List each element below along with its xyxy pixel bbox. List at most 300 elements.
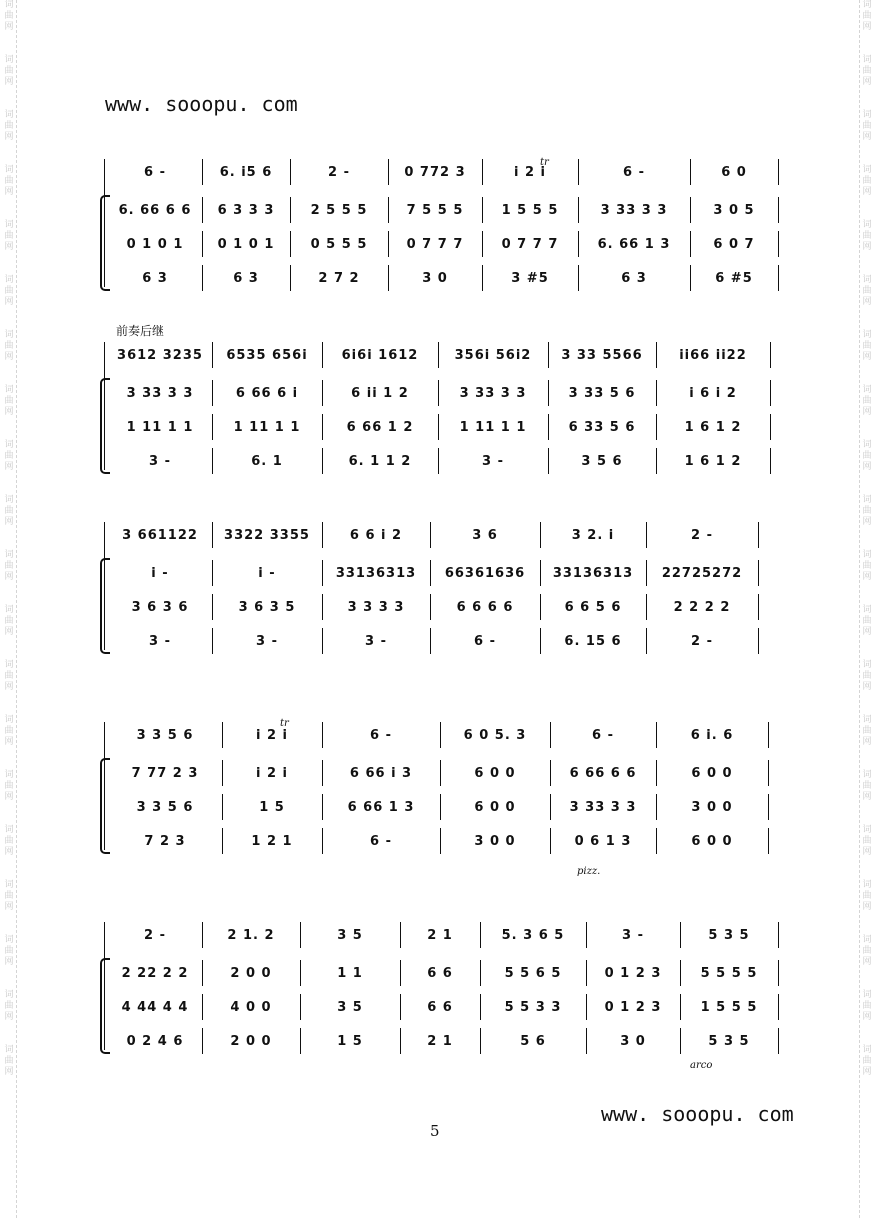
staff-line-3 <box>100 797 778 817</box>
trill-mark: tr <box>280 718 289 729</box>
measure: 2 1. 2 <box>227 927 275 943</box>
measure: 3 0 <box>620 1033 646 1049</box>
watermark-char: 词 <box>862 0 872 10</box>
watermark-group <box>2 880 16 913</box>
measure: 3 5 <box>337 927 363 943</box>
score-system <box>100 925 778 1055</box>
measure: i 2 i <box>255 765 288 781</box>
watermark-group <box>860 935 874 968</box>
watermark-char: 网 <box>4 517 14 527</box>
measure: 3 - <box>482 453 504 469</box>
measure: 3 33 5 6 <box>568 385 636 401</box>
barline <box>656 342 657 368</box>
barline <box>770 448 771 474</box>
barline <box>388 197 389 223</box>
watermark-char: 网 <box>862 462 872 472</box>
staff-line-3 <box>100 234 778 254</box>
measure: 66361636 <box>444 565 526 581</box>
watermark-char: 曲 <box>862 946 872 956</box>
watermark-char: 网 <box>862 132 872 142</box>
watermark-char: 词 <box>862 935 872 945</box>
score-system <box>100 162 778 292</box>
watermark-char: 词 <box>862 1045 872 1055</box>
barline <box>656 828 657 854</box>
site-url-top: www. sooopu. com <box>105 92 298 116</box>
measure: 5 5 5 5 <box>700 965 758 981</box>
measure: 6 - <box>144 164 166 180</box>
barline <box>540 522 541 548</box>
watermark-char: 网 <box>4 572 14 582</box>
watermark-group <box>2 550 16 583</box>
measure: 6. 66 6 6 <box>118 202 192 218</box>
watermark-char: 网 <box>862 352 872 362</box>
barline <box>646 560 647 586</box>
barline <box>212 594 213 620</box>
watermark-group <box>2 1045 16 1078</box>
measure: 3 33 3 3 <box>126 385 194 401</box>
watermark-group <box>2 220 16 253</box>
barline <box>646 594 647 620</box>
watermark-char: 网 <box>862 792 872 802</box>
barline <box>322 628 323 654</box>
watermark-char: 网 <box>862 847 872 857</box>
watermark-group <box>860 110 874 143</box>
barline <box>656 760 657 786</box>
watermark-char: 词 <box>862 770 872 780</box>
barline <box>770 414 771 440</box>
barline <box>202 265 203 291</box>
staff-line-1 <box>100 525 778 545</box>
barline <box>212 414 213 440</box>
measure: 3 - <box>149 633 171 649</box>
measure: 5 3 5 <box>708 1033 750 1049</box>
staff-line-4 <box>100 451 778 471</box>
barline <box>540 628 541 654</box>
watermark-char: 词 <box>4 770 14 780</box>
barline <box>548 414 549 440</box>
watermark-char: 词 <box>4 55 14 65</box>
watermark-char: 词 <box>4 495 14 505</box>
barline <box>322 380 323 406</box>
measure: 6. 1 1 2 <box>348 453 412 469</box>
barline <box>400 960 401 986</box>
measure: 5 5 6 5 <box>504 965 562 981</box>
barline <box>768 722 769 748</box>
watermark-group <box>2 660 16 693</box>
barline <box>770 380 771 406</box>
measure: 6 - <box>370 833 392 849</box>
measure: 356i 56i2 <box>454 347 532 363</box>
watermark-group <box>860 825 874 858</box>
barline <box>300 994 301 1020</box>
barline <box>578 159 579 185</box>
measure: 0 1 0 1 <box>217 236 275 252</box>
watermark-char: 网 <box>862 1012 872 1022</box>
measure: 6 0 <box>721 164 747 180</box>
barline <box>778 960 779 986</box>
watermark-char: 曲 <box>862 66 872 76</box>
measure: 1 5 <box>259 799 285 815</box>
measure: 3 - <box>256 633 278 649</box>
measure: 22725272 <box>661 565 743 581</box>
barline <box>656 722 657 748</box>
measure: 3 33 3 3 <box>600 202 668 218</box>
watermark-char: 网 <box>4 682 14 692</box>
measure: 6 3 <box>233 270 259 286</box>
watermark-char: 词 <box>862 165 872 175</box>
measure: i - <box>258 565 276 581</box>
barline <box>586 994 587 1020</box>
watermark-group <box>2 715 16 748</box>
measure: 3 0 <box>422 270 448 286</box>
watermark-group <box>860 605 874 638</box>
measure: 0 1 2 3 <box>604 965 662 981</box>
measure: 2 22 2 2 <box>121 965 189 981</box>
staff-line-1 <box>100 162 778 182</box>
watermark-group <box>860 0 874 33</box>
measure: 6 0 7 <box>713 236 755 252</box>
watermark-group <box>860 385 874 418</box>
barline <box>222 828 223 854</box>
measure: 5. 3 6 5 <box>501 927 565 943</box>
barline <box>646 522 647 548</box>
measure: 6 - <box>592 727 614 743</box>
measure: 3 0 0 <box>474 833 516 849</box>
barline <box>758 522 759 548</box>
barline <box>222 794 223 820</box>
watermark-char: 网 <box>862 957 872 967</box>
barline <box>540 594 541 620</box>
watermark-char: 词 <box>862 55 872 65</box>
measure: 3322 3355 <box>224 527 310 543</box>
watermark-char: 网 <box>4 462 14 472</box>
measure: 6i6i 1612 <box>341 347 419 363</box>
watermark-char: 网 <box>4 627 14 637</box>
staff-line-2 <box>100 563 778 583</box>
barline <box>440 794 441 820</box>
page-number: 5 <box>430 1122 440 1140</box>
watermark-char: 词 <box>4 330 14 340</box>
watermark-char: 词 <box>862 660 872 670</box>
measure: 0 2 4 6 <box>126 1033 184 1049</box>
watermark-char: 曲 <box>862 1056 872 1066</box>
watermark-group <box>2 0 16 33</box>
barline <box>300 922 301 948</box>
watermark-group <box>2 495 16 528</box>
measure: 3 6 <box>472 527 498 543</box>
watermark-char: 词 <box>4 385 14 395</box>
watermark-char: 词 <box>862 330 872 340</box>
watermark-char: 词 <box>4 275 14 285</box>
measure: 1 1 <box>337 965 363 981</box>
barline <box>440 760 441 786</box>
watermark-char: 网 <box>4 407 14 417</box>
watermark-char: 网 <box>862 517 872 527</box>
staff-line-3 <box>100 417 778 437</box>
watermark-char: 网 <box>862 407 872 417</box>
barline <box>322 594 323 620</box>
measure: 33136313 <box>335 565 417 581</box>
watermark-group <box>860 660 874 693</box>
watermark-char: 网 <box>4 1067 14 1077</box>
watermark-char: 网 <box>4 902 14 912</box>
watermark-group <box>860 330 874 363</box>
barline <box>778 159 779 185</box>
barline <box>482 265 483 291</box>
watermark-group <box>2 385 16 418</box>
measure: 2 1 <box>427 927 453 943</box>
barline <box>548 448 549 474</box>
watermark-char: 网 <box>862 902 872 912</box>
measure: 6 #5 <box>715 270 753 286</box>
watermark-char: 曲 <box>862 1001 872 1011</box>
watermark-char: 曲 <box>4 396 14 406</box>
barline <box>578 265 579 291</box>
watermark-char: 网 <box>4 792 14 802</box>
staff-line-2 <box>100 763 778 783</box>
watermark-char: 网 <box>4 847 14 857</box>
barline <box>482 231 483 257</box>
staff-line-4 <box>100 831 778 851</box>
barline <box>690 159 691 185</box>
measure: 6 66 6 i <box>235 385 299 401</box>
watermark-char: 网 <box>862 77 872 87</box>
barline <box>778 922 779 948</box>
measure: 6 33 5 6 <box>568 419 636 435</box>
watermark-char: 网 <box>862 187 872 197</box>
barline <box>680 960 681 986</box>
watermark-group <box>860 550 874 583</box>
staff-line-2 <box>100 383 778 403</box>
watermark-group <box>2 770 16 803</box>
watermark-char: 网 <box>4 187 14 197</box>
barline <box>768 794 769 820</box>
watermark-char: 曲 <box>4 451 14 461</box>
barline <box>212 342 213 368</box>
measure: 3612 3235 <box>117 347 203 363</box>
measure: 5 6 <box>520 1033 546 1049</box>
measure: 6 6 6 6 <box>456 599 514 615</box>
watermark-char: 曲 <box>4 286 14 296</box>
barline <box>440 828 441 854</box>
barline <box>222 760 223 786</box>
barline <box>430 594 431 620</box>
barline <box>758 628 759 654</box>
watermark-char: 曲 <box>4 341 14 351</box>
watermark-char: 词 <box>862 275 872 285</box>
barline <box>300 960 301 986</box>
watermark-char: 曲 <box>4 891 14 901</box>
staff-line-1 <box>100 725 778 745</box>
section-note: 前奏后继 <box>116 324 165 338</box>
watermark-char: 曲 <box>4 121 14 131</box>
barline <box>322 522 323 548</box>
site-url-bottom: www. sooopu. com <box>601 1102 794 1126</box>
barline <box>212 522 213 548</box>
watermark-char: 网 <box>4 77 14 87</box>
watermark-char: 网 <box>862 682 872 692</box>
barline <box>438 414 439 440</box>
watermark-group <box>2 440 16 473</box>
measure: 5 3 5 <box>708 927 750 943</box>
barline <box>290 197 291 223</box>
score-system <box>100 345 778 475</box>
barline <box>400 1028 401 1054</box>
watermark-char: 词 <box>4 0 14 10</box>
measure: 2 7 2 <box>318 270 360 286</box>
watermark-char: 词 <box>862 385 872 395</box>
measure: 1 6 1 2 <box>684 453 742 469</box>
watermark-char: 曲 <box>862 781 872 791</box>
watermark-char: 曲 <box>4 11 14 21</box>
measure: 7 77 2 3 <box>131 765 199 781</box>
barline <box>430 560 431 586</box>
measure: 6. i5 6 <box>219 164 273 180</box>
measure: 3 33 3 3 <box>569 799 637 815</box>
watermark-char: 网 <box>4 737 14 747</box>
watermark-char: 词 <box>4 880 14 890</box>
staff-line-3 <box>100 997 778 1017</box>
watermark-char: 词 <box>862 825 872 835</box>
measure: 6 - <box>370 727 392 743</box>
watermark-group <box>860 880 874 913</box>
watermark-char: 曲 <box>862 671 872 681</box>
barline <box>768 828 769 854</box>
watermark-group <box>860 165 874 198</box>
watermark-group <box>2 110 16 143</box>
measure: 2 0 0 <box>230 965 272 981</box>
watermark-group <box>860 440 874 473</box>
watermark-char: 词 <box>4 935 14 945</box>
barline <box>656 414 657 440</box>
measure: 6 66 6 6 <box>569 765 637 781</box>
staff-line-3 <box>100 597 778 617</box>
watermark-char: 曲 <box>862 11 872 21</box>
barline <box>690 265 691 291</box>
barline <box>656 448 657 474</box>
measure: 6 3 3 3 <box>217 202 275 218</box>
measure: 0 772 3 <box>404 164 466 180</box>
barline <box>400 994 401 1020</box>
watermark-char: 网 <box>4 1012 14 1022</box>
measure: 0 7 7 7 <box>406 236 464 252</box>
watermark-char: 曲 <box>4 671 14 681</box>
watermark-char: 词 <box>4 715 14 725</box>
barline <box>778 1028 779 1054</box>
barline <box>322 560 323 586</box>
measure: 3 3 5 6 <box>136 727 194 743</box>
watermark-char: 曲 <box>4 231 14 241</box>
measure: 6 3 <box>621 270 647 286</box>
watermark-group <box>2 935 16 968</box>
barline <box>202 994 203 1020</box>
measure: 3 3 3 3 <box>347 599 405 615</box>
watermark-char: 词 <box>4 550 14 560</box>
barline <box>480 1028 481 1054</box>
staff-line-4 <box>100 631 778 651</box>
measure: 6 6 5 6 <box>564 599 622 615</box>
measure: 6 6 <box>427 999 453 1015</box>
measure: 3 0 5 <box>713 202 755 218</box>
barline <box>322 414 323 440</box>
barline <box>438 448 439 474</box>
watermark-char: 曲 <box>4 66 14 76</box>
staff-line-2 <box>100 200 778 220</box>
measure: 6 0 0 <box>691 833 733 849</box>
watermark-char: 曲 <box>862 836 872 846</box>
measure: 6 6 i 2 <box>349 527 403 543</box>
watermark-char: 网 <box>4 242 14 252</box>
measure: 2 - <box>144 927 166 943</box>
measure: 3 3 5 6 <box>136 799 194 815</box>
barline <box>656 794 657 820</box>
barline <box>212 448 213 474</box>
barline <box>300 1028 301 1054</box>
watermark-char: 词 <box>862 715 872 725</box>
barline <box>430 522 431 548</box>
watermark-char: 网 <box>4 352 14 362</box>
watermark-char: 曲 <box>862 396 872 406</box>
measure: 6 ii 1 2 <box>351 385 409 401</box>
barline <box>586 960 587 986</box>
barline <box>480 994 481 1020</box>
measure: 6535 656i <box>226 347 308 363</box>
watermark-char: 词 <box>862 605 872 615</box>
barline <box>690 197 691 223</box>
measure: 6 3 <box>142 270 168 286</box>
measure: 0 1 2 3 <box>604 999 662 1015</box>
watermark-char: 网 <box>4 22 14 32</box>
measure: 2 2 2 2 <box>673 599 731 615</box>
watermark-char: 曲 <box>862 891 872 901</box>
measure: i 6 i 2 <box>689 385 737 401</box>
watermark-char: 词 <box>4 825 14 835</box>
watermark-char: 曲 <box>862 561 872 571</box>
watermark-char: 词 <box>4 605 14 615</box>
watermark-char: 词 <box>862 990 872 1000</box>
barline <box>202 159 203 185</box>
barline <box>550 722 551 748</box>
barline <box>482 197 483 223</box>
barline <box>388 265 389 291</box>
barline <box>778 265 779 291</box>
watermark-char: 网 <box>862 572 872 582</box>
measure: 6. 66 1 3 <box>597 236 671 252</box>
score-system <box>100 725 778 855</box>
trill-mark: tr <box>540 157 549 168</box>
measure: 2 - <box>328 164 350 180</box>
barline <box>202 231 203 257</box>
measure: 3 - <box>622 927 644 943</box>
barline <box>440 722 441 748</box>
measure: ii66 ii22 <box>679 347 747 363</box>
watermark-char: 曲 <box>4 176 14 186</box>
watermark-char: 网 <box>862 1067 872 1077</box>
watermark-char: 词 <box>4 165 14 175</box>
watermark-char: 词 <box>4 1045 14 1055</box>
barline <box>222 722 223 748</box>
measure: 3 5 <box>337 999 363 1015</box>
watermark-group <box>860 990 874 1023</box>
barline <box>388 159 389 185</box>
barline <box>758 594 759 620</box>
barline <box>388 231 389 257</box>
barline <box>438 380 439 406</box>
measure: 6. 15 6 <box>564 633 622 649</box>
measure: 3 6 3 5 <box>238 599 296 615</box>
barline <box>586 922 587 948</box>
measure: 3 0 0 <box>691 799 733 815</box>
